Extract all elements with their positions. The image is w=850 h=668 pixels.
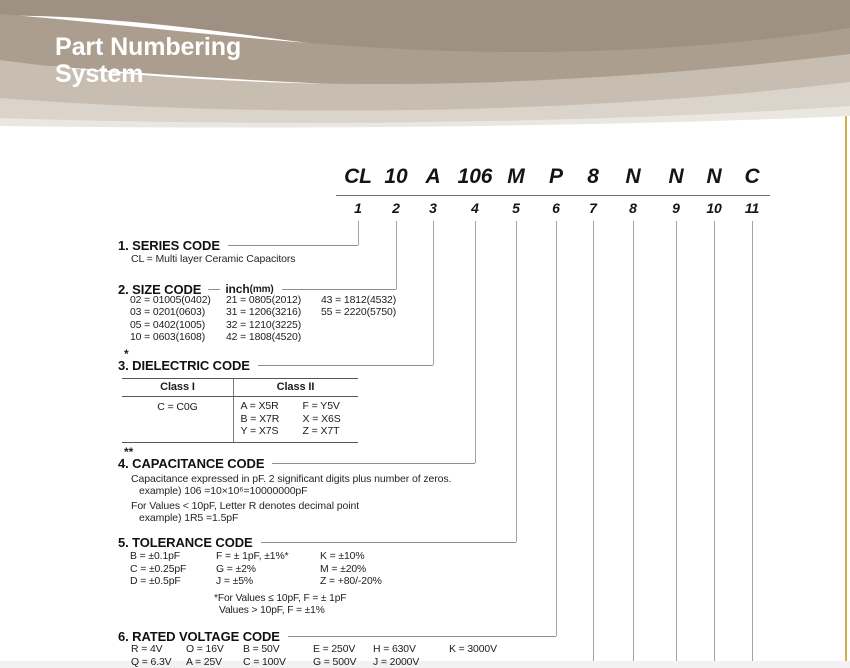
tolerance-footnote1: *For Values ≤ 10pF, F = ± 1pF	[214, 593, 347, 604]
voltage-entry: O = 16V	[186, 644, 224, 655]
pn-code-10: N	[706, 165, 722, 188]
size-code-list	[130, 295, 481, 345]
dielectric-table-body	[122, 397, 358, 443]
class2-header: Class II	[276, 381, 315, 393]
pn-pos-11: 11	[744, 200, 760, 216]
size-unit-mm-label: (mm)	[249, 283, 274, 295]
voltage-entry-partial: J = 2000V	[373, 657, 420, 668]
size-code-entry: 31 = 1206(3216)	[226, 307, 302, 319]
size-leader-line	[282, 289, 396, 290]
pn-code-7: 8	[587, 165, 599, 188]
tolerance-entry: Z = +80/-20%	[320, 576, 382, 588]
series-code-description: CL = Multi layer Ceramic Capacitors	[131, 253, 296, 265]
capacitance-desc-line2: For Values < 10pF, Letter R denotes decimal point	[131, 500, 360, 512]
voltage-entry: B = 50V	[243, 644, 280, 655]
size-code-entry: 05 = 0402(1005)	[130, 319, 206, 331]
dielectric-code-title: 3. DIELECTRIC CODE	[118, 357, 250, 373]
pn-pos-4: 4	[471, 200, 479, 216]
pn-code-11: C	[744, 165, 760, 188]
voltage-entry: R = 4V	[131, 644, 163, 655]
tolerance-code-title: 5. TOLERANCE CODE	[118, 534, 253, 550]
class2-entry: F = Y5V	[302, 400, 340, 412]
page-title-line1: Part Numbering	[55, 33, 242, 61]
pn-pos-2: 2	[392, 200, 400, 216]
capacitance-footnote-stars: **	[124, 445, 134, 459]
connector-line-2	[396, 221, 397, 289]
size-code-entry: 42 = 1808(4520)	[226, 332, 302, 344]
tolerance-entry: D = ±0.5pF	[130, 576, 181, 588]
right-accent-line	[845, 58, 847, 661]
capacitance-code-title: 4. CAPACITANCE CODE	[118, 455, 265, 471]
size-code-entry	[321, 332, 481, 344]
size-code-entry	[321, 320, 481, 332]
connector-line-11	[752, 221, 753, 661]
tolerance-entry: B = ±0.1pF	[130, 551, 181, 562]
size-code-heading	[118, 282, 396, 296]
class1-header: Class I	[122, 379, 234, 396]
tolerance-code-heading	[118, 535, 516, 549]
pn-code-5: M	[507, 165, 525, 188]
class2-entry: Y = X7S	[240, 425, 279, 438]
pn-pos-1: 1	[354, 200, 362, 216]
size-code-entry: 32 = 1210(3225)	[226, 319, 302, 331]
series-leader-line	[228, 245, 358, 246]
tolerance-entry: J = ±5%	[216, 576, 254, 588]
voltage-entry-partial: G = 500V	[313, 657, 357, 668]
pn-code-1: CL	[344, 165, 372, 188]
tolerance-entry: G = ±2%	[216, 563, 256, 575]
size-code-entry: 10 = 0603(1608)	[130, 332, 206, 344]
pn-code-2: 10	[384, 165, 408, 188]
capacitance-example2: example) 1R5 =1.5pF	[139, 512, 239, 524]
page-title	[55, 34, 241, 87]
size-code-entry: 02 = 01005(0402)	[130, 295, 211, 306]
class2-entry: B = X7R	[240, 412, 280, 425]
class1-value: C = C0G	[122, 397, 234, 442]
connector-line-1	[358, 221, 359, 245]
dielectric-code-heading	[118, 358, 433, 372]
pn-pos-5: 5	[512, 200, 520, 216]
tolerance-leader-line	[261, 542, 516, 543]
capacitance-leader-line	[272, 463, 475, 464]
pn-code-4: 106	[457, 165, 493, 188]
capacitance-desc-line1: Capacitance expressed in pF. 2 significant digits plus number of zeros.	[131, 473, 452, 485]
voltage-code-heading	[118, 629, 556, 643]
tolerance-entry: F = ± 1pF, ±1%*	[216, 551, 289, 562]
tolerance-code-list	[130, 551, 470, 589]
size-code-entry: 43 = 1812(4532)	[321, 295, 397, 306]
voltage-entry: H = 630V	[373, 644, 416, 655]
pn-pos-3: 3	[429, 200, 437, 216]
tolerance-entry: K = ±10%	[320, 551, 365, 562]
pn-code-9: N	[668, 165, 684, 188]
capacitance-example1: example) 106 =10×10⁶=10000000pF	[139, 485, 308, 497]
size-code-entry: 03 = 0201(0603)	[130, 307, 206, 319]
size-dash-line	[208, 289, 220, 290]
voltage-entry-partial: C = 100V	[243, 657, 286, 668]
tolerance-entry: C = ±0.25pF	[130, 563, 187, 575]
dielectric-leader-line	[258, 365, 433, 366]
class2-row	[234, 425, 357, 438]
voltage-code-title: 6. RATED VOLTAGE CODE	[118, 628, 280, 644]
pn-pos-10: 10	[706, 200, 722, 216]
voltage-entry-partial: A = 25V	[186, 657, 222, 668]
pn-code-8: N	[625, 165, 641, 188]
voltage-entry: K = 3000V	[449, 644, 497, 655]
dielectric-table-header	[122, 378, 358, 397]
size-code-entry: 21 = 0805(2012)	[226, 295, 302, 306]
class2-row	[234, 413, 357, 426]
voltage-entry: E = 250V	[313, 644, 356, 655]
dielectric-footnote-star: *	[124, 347, 129, 361]
pn-pos-9: 9	[672, 200, 680, 216]
voltage-entry-partial: Q = 6.3V	[131, 657, 172, 668]
class2-row	[234, 400, 357, 413]
size-unit-label: inch	[225, 282, 250, 296]
connector-line-7	[593, 221, 594, 661]
pn-underline	[336, 195, 770, 196]
tolerance-entry: M = ±20%	[320, 563, 367, 575]
connector-line-6	[556, 221, 557, 636]
class2-entry: A = X5R	[240, 400, 279, 412]
pn-pos-6: 6	[552, 200, 560, 216]
size-code-entry: 55 = 2220(5750)	[321, 307, 397, 319]
connector-line-10	[714, 221, 715, 661]
size-code-title: 2. SIZE CODE	[118, 281, 202, 297]
pn-code-6: P	[549, 165, 563, 188]
class2-values	[234, 397, 357, 442]
capacitance-code-heading	[118, 456, 475, 470]
tolerance-footnote2: Values > 10pF, F = ±1%	[219, 605, 325, 616]
connector-line-9	[676, 221, 677, 661]
class2-entry: X = X6S	[302, 412, 341, 425]
dielectric-table	[122, 378, 358, 443]
series-code-heading	[118, 238, 358, 252]
class2-entry: Z = X7T	[302, 425, 340, 438]
page-title-line2: System	[55, 59, 144, 88]
pn-pos-7: 7	[589, 200, 597, 216]
connector-line-8	[633, 221, 634, 661]
pn-code-3: A	[425, 165, 441, 188]
connector-line-5	[516, 221, 517, 542]
pn-pos-8: 8	[629, 200, 637, 216]
series-code-title: 1. SERIES CODE	[118, 237, 220, 253]
voltage-leader-line	[288, 636, 556, 637]
